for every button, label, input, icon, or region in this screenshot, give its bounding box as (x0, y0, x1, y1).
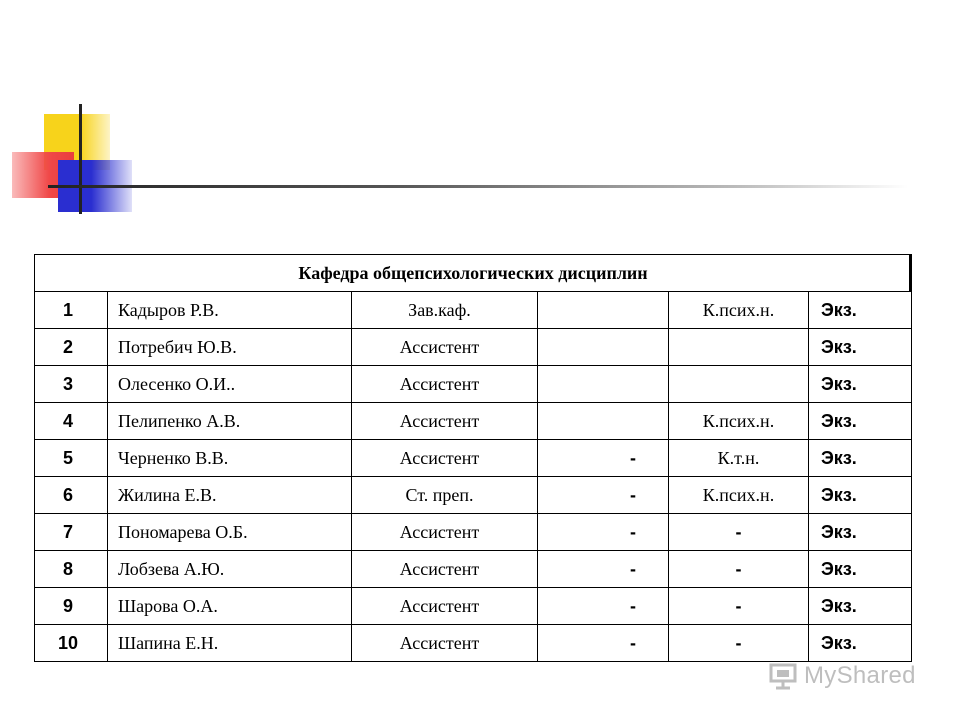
table-row (35, 366, 912, 403)
row-number: 2 (35, 329, 108, 366)
table-row (35, 588, 912, 625)
table-row (35, 477, 912, 514)
vertical-rule (79, 104, 82, 214)
academic-degree: К.псих.н. (669, 403, 809, 440)
staff-position: Ассистент (352, 403, 538, 440)
staff-name: Пелипенко А.В. (108, 403, 352, 440)
table-row (35, 292, 912, 329)
staff-name: Черненко В.В. (108, 440, 352, 477)
row-number: 7 (35, 514, 108, 551)
presentation-icon (768, 661, 798, 691)
table-header-row (35, 255, 912, 292)
column-4-value: - (538, 625, 669, 662)
table-row (35, 329, 912, 366)
exam-type: Экз. (809, 366, 912, 403)
academic-degree (669, 366, 809, 403)
academic-degree: - (669, 588, 809, 625)
table-row (35, 551, 912, 588)
staff-name: Шапина Е.Н. (108, 625, 352, 662)
column-4-value (538, 366, 669, 403)
row-number: 6 (35, 477, 108, 514)
row-number: 10 (35, 625, 108, 662)
exam-type: Экз. (809, 292, 912, 329)
column-4-value: - (538, 477, 669, 514)
staff-position: Ассистент (352, 514, 538, 551)
column-4-value: - (538, 588, 669, 625)
exam-type: Экз. (809, 514, 912, 551)
staff-position: Ассистент (352, 588, 538, 625)
staff-position: Ассистент (352, 440, 538, 477)
table-row (35, 514, 912, 551)
column-4-value (538, 292, 669, 329)
department-title: Кафедра общепсихологических дисциплин (35, 255, 912, 292)
watermark (768, 656, 916, 696)
table-row (35, 403, 912, 440)
watermark-text: MyShared (804, 662, 916, 689)
staff-position: Ассистент (352, 551, 538, 588)
row-number: 4 (35, 403, 108, 440)
academic-degree (669, 329, 809, 366)
staff-name: Лобзева А.Ю. (108, 551, 352, 588)
column-4-value: - (538, 551, 669, 588)
row-number: 3 (35, 366, 108, 403)
staff-table (34, 254, 912, 662)
row-number: 5 (35, 440, 108, 477)
column-4-value: - (538, 440, 669, 477)
exam-type: Экз. (809, 551, 912, 588)
staff-position: Ст. преп. (352, 477, 538, 514)
staff-name: Жилина Е.В. (108, 477, 352, 514)
staff-position: Ассистент (352, 329, 538, 366)
staff-position: Ассистент (352, 366, 538, 403)
academic-degree: К.т.н. (669, 440, 809, 477)
column-4-value (538, 329, 669, 366)
academic-degree: К.псих.н. (669, 477, 809, 514)
column-4-value (538, 403, 669, 440)
staff-position: Зав.каф. (352, 292, 538, 329)
exam-type: Экз. (809, 477, 912, 514)
header-edge-mark (909, 254, 912, 292)
academic-degree: - (669, 551, 809, 588)
exam-type: Экз. (809, 625, 912, 662)
table-row (35, 440, 912, 477)
horizontal-rule (48, 185, 908, 188)
exam-type: Экз. (809, 403, 912, 440)
row-number: 1 (35, 292, 108, 329)
academic-degree: К.псих.н. (669, 292, 809, 329)
exam-type: Экз. (809, 329, 912, 366)
academic-degree: - (669, 625, 809, 662)
staff-name: Пономарева О.Б. (108, 514, 352, 551)
staff-name: Кадыров Р.В. (108, 292, 352, 329)
column-4-value: - (538, 514, 669, 551)
exam-type: Экз. (809, 588, 912, 625)
exam-type: Экз. (809, 440, 912, 477)
staff-position: Ассистент (352, 625, 538, 662)
staff-name: Потребич Ю.В. (108, 329, 352, 366)
staff-name: Шарова О.А. (108, 588, 352, 625)
row-number: 9 (35, 588, 108, 625)
slide-decoration (0, 0, 960, 240)
staff-name: Олесенко О.И.. (108, 366, 352, 403)
row-number: 8 (35, 551, 108, 588)
academic-degree: - (669, 514, 809, 551)
